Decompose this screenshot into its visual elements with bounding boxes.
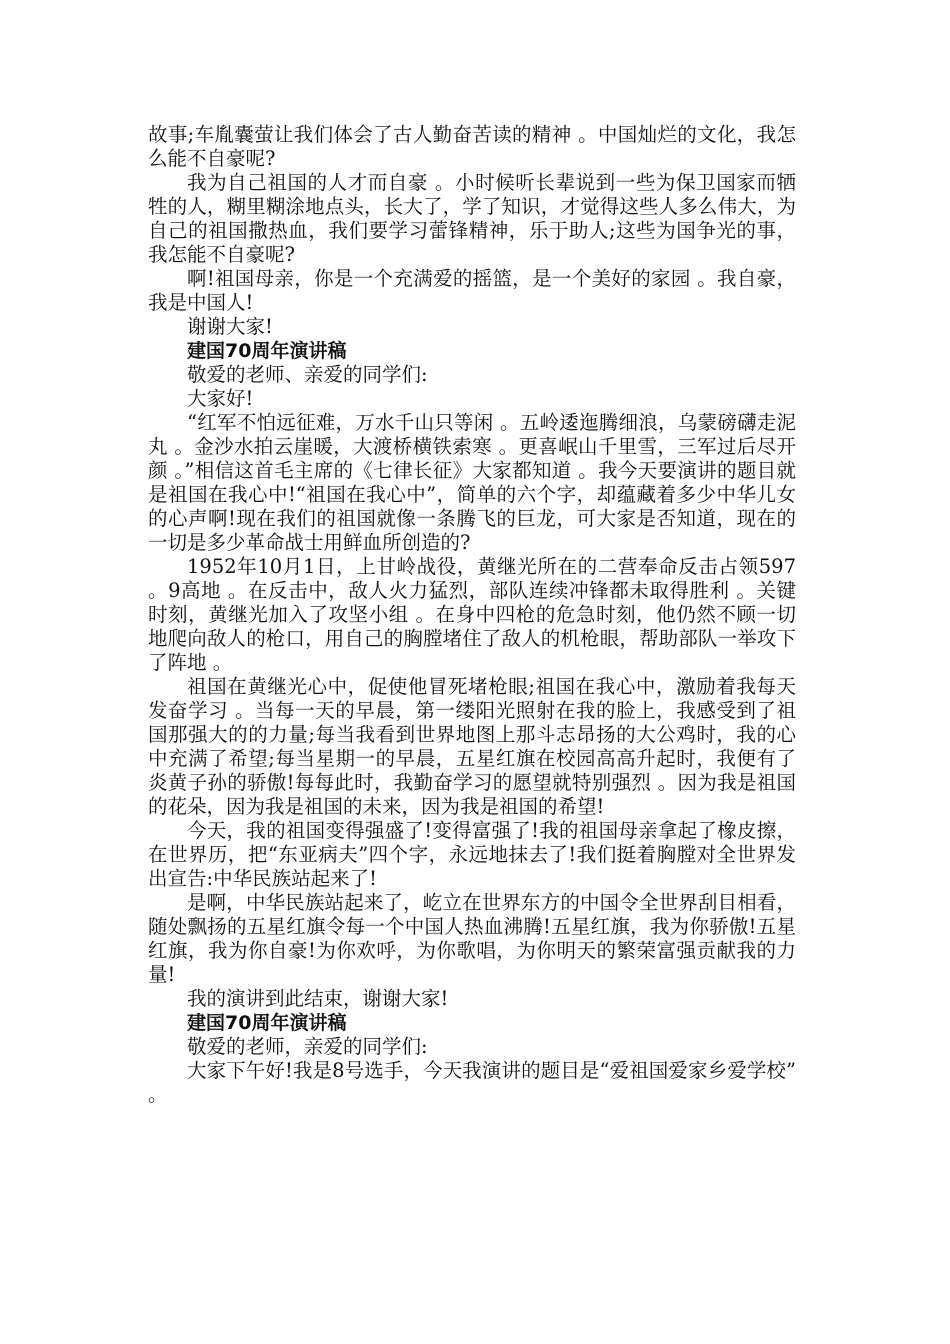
talent-paragraph: 我为自己祖国的人才而自豪 。小时候听长辈说到一些为保卫国家而牺牲的人，糊里糊涂地点头，长大了，学了知识，才觉得这些人多么伟大，为自己的祖国撒热血，我们要学习蕾锋精神，乐于助人;这些为国争光的事，我怎能不自豪呢? — [148, 171, 796, 266]
speech-2-title: 建国70周年演讲稿 — [187, 340, 347, 362]
speech-2-closing: 我的演讲到此结束，谢谢大家! — [187, 987, 449, 1010]
document-page — [148, 123, 796, 1107]
motherland-paragraph: 啊!祖国母亲，你是一个充满爱的摇篮，是一个美好的家园 。我自豪，我是中国人! — [148, 267, 796, 314]
speech-2-paragraph-4: 今天，我的祖国变得强盛了!变得富强了!我的祖国母亲拿起了橡皮擦，在世界历，把“东亚病夫”四个字，永远地抹去了!我们挺着胸膛对全世界发出宣告:中华民族站起来了! — [148, 819, 796, 890]
speech-2-greeting: 敬爱的老师、亲爱的同学们: — [187, 363, 428, 386]
intro-continuation-paragraph: 故事;车胤囊萤让我们体会了古人勤奋苦读的精神 。中国灿烂的文化，我怎么能不自豪呢? — [148, 123, 796, 170]
speech-2-paragraph-2: 1952年10月1日，上甘岭战役，黄继光所在的二营奉命反击占领597 。9高地 。在反击中，敌人火力猛烈，部队连续冲锋都未取得胜利 。关键时刻，黄继光加入了攻坚小组 。在身中四枪的危急时刻，他仍然不顾一切地爬向敌人的枪口，用自己的胸膛堵住了敌人的机枪眼，帮助部队一举攻下了阵地 。 — [148, 555, 796, 674]
speech-3-title: 建国70周年演讲稿 — [187, 1012, 347, 1034]
speech-3-greeting: 敬爱的老师，亲爱的同学们: — [187, 1035, 428, 1058]
thanks-line: 谢谢大家! — [187, 315, 273, 338]
speech-2-paragraph-5: 是啊，中华民族站起来了，屹立在世界东方的中国令全世界刮目相看，随处飘扬的五星红旗令每一个中国人热血沸腾!五星红旗，我为你骄傲!五星红旗，我为你自豪!为你欢呼，为你歌唱，为你明天的繁荣富强贡献我的力量! — [148, 891, 796, 986]
speech-3-paragraph-1: 大家下午好!我是8号选手，今天我演讲的题目是“爱祖国爱家乡爱学校” 。 — [148, 1059, 796, 1106]
speech-2-paragraph-3: 祖国在黄继光心中，促使他冒死堵枪眼;祖国在我心中，激励着我每天发奋学习 。当每一天的早晨，第一缕阳光照射在我的脸上，我感受到了祖国那强大的的力量;每当我看到世界地图上那斗志昂扬的大公鸡时，我的心中充满了希望;每当星期一的早晨，五星红旗在校园高高升起时，我便有了炎黄子孙的骄傲!每每此时，我勤奋学习的愿望就特别强烈 。因为我是祖国的花朵，因为我是祖国的未来，因为我是祖国的希望! — [148, 675, 796, 818]
speech-2-hello: 大家好! — [187, 387, 254, 410]
speech-2-paragraph-1: “红军不怕远征难，万水千山只等闲 。五岭逶迤腾细浪，乌蒙磅礴走泥丸 。金沙水拍云崖暖，大渡桥横铁索寒 。更喜岷山千里雪，三军过后尽开颜 。”相信这首毛主席的《七律长征》大家都知道 。我今天要演讲的题目就是祖国在我心中!“祖国在我心中”，简单的六个字，却蕴藏着多少中华儿女的心声啊!现在我们的祖国就像一条腾飞的巨龙，可大家是否知道，现在的一切是多少革命战士用鲜血所创造的? — [148, 411, 796, 554]
